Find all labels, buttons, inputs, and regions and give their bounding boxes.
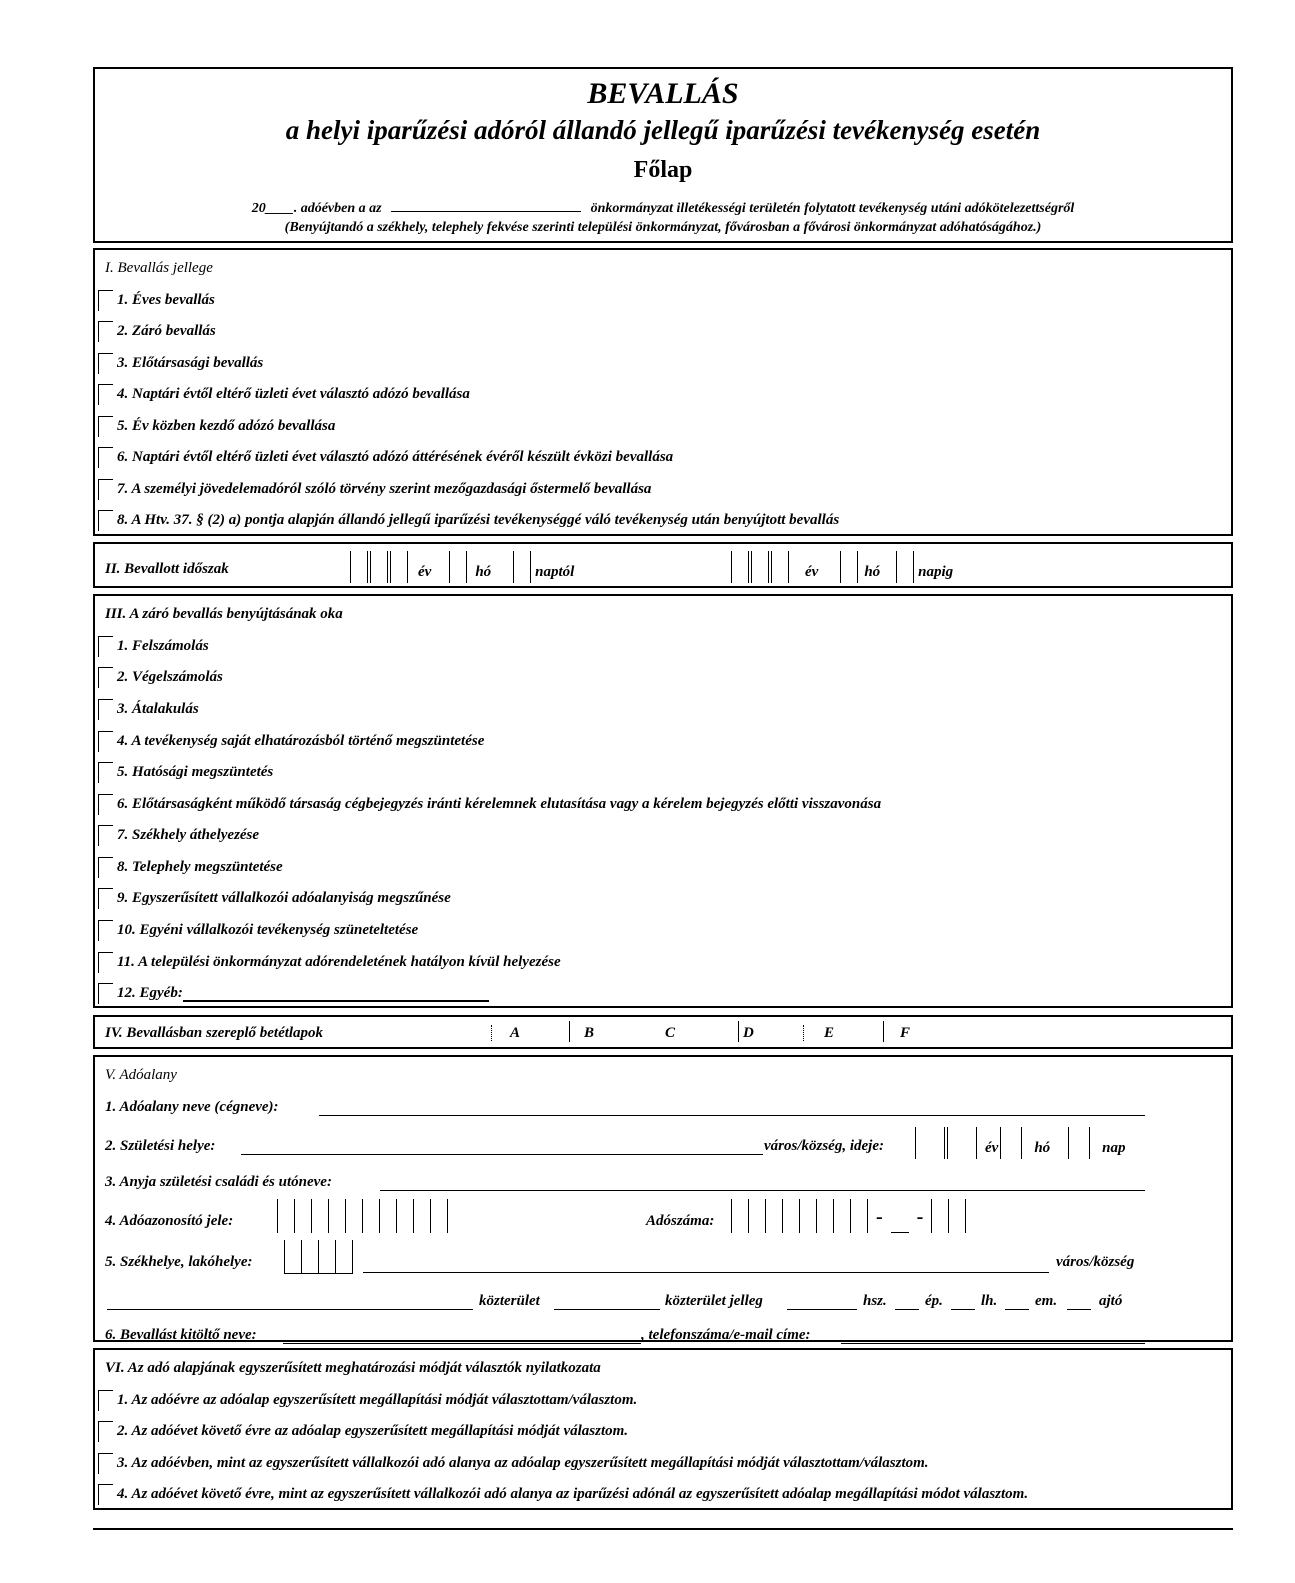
sheet-a[interactable] bbox=[491, 1025, 520, 1042]
ev-label: év bbox=[985, 1140, 999, 1156]
tax-number-label: Adószáma: bbox=[646, 1213, 715, 1229]
section3-item-1[interactable] bbox=[98, 636, 209, 657]
header-line1 bbox=[95, 199, 1231, 217]
kozterulet-jelleg-label: közterület jelleg bbox=[665, 1293, 763, 1309]
postal-code-cells[interactable] bbox=[284, 1240, 355, 1274]
city-field[interactable] bbox=[363, 1257, 1049, 1273]
bottom-rule bbox=[93, 1528, 1233, 1530]
checkbox[interactable] bbox=[98, 983, 113, 1004]
dash-separator: - bbox=[916, 1206, 924, 1228]
tax-number-cells[interactable] bbox=[731, 1199, 968, 1233]
section-5-title: V. Adóalany bbox=[105, 1067, 177, 1083]
year-cell[interactable] bbox=[915, 1127, 945, 1159]
seat-label: 5. Székhelye, lakóhelye: bbox=[105, 1254, 253, 1270]
checkbox[interactable] bbox=[98, 1390, 113, 1411]
digit-cell[interactable] bbox=[335, 1240, 353, 1274]
section3-item-3[interactable] bbox=[98, 699, 199, 720]
section-6-box bbox=[93, 1348, 1233, 1510]
other-reason-field[interactable] bbox=[183, 986, 489, 1002]
checkbox[interactable] bbox=[98, 447, 113, 468]
sheet-letter: E bbox=[803, 1025, 834, 1041]
section3-item-10[interactable] bbox=[98, 920, 418, 941]
section1-item-7[interactable] bbox=[98, 479, 651, 500]
digit-cell[interactable] bbox=[816, 1199, 834, 1233]
day-cell[interactable] bbox=[1068, 1127, 1090, 1159]
checkbox[interactable] bbox=[98, 699, 113, 720]
digit-cell[interactable] bbox=[948, 1199, 966, 1233]
ho-label: hó bbox=[1034, 1140, 1051, 1156]
item-label: 1. Éves bevallás bbox=[117, 292, 215, 308]
checkbox[interactable] bbox=[98, 510, 113, 531]
section1-item-2[interactable] bbox=[98, 321, 216, 342]
floor-field[interactable] bbox=[1067, 1294, 1091, 1310]
month-cell[interactable] bbox=[1000, 1127, 1022, 1159]
year-cell[interactable] bbox=[947, 1127, 977, 1159]
item-label: 10. Egyéni vállalkozói tevékenység szüneteltetése bbox=[117, 922, 419, 938]
item-label: 4. Naptári évtől eltérő üzleti évet választó adózó bevallása bbox=[117, 386, 470, 402]
item-label: 3. Az adóévben, mint az egyszerűsített vállalkozói adó alanya az adóalap egyszerűsített megállapítási módját választottam/választom. bbox=[117, 1455, 929, 1471]
section1-item-4[interactable] bbox=[98, 384, 470, 405]
ev-label: év bbox=[418, 564, 432, 580]
checkbox[interactable] bbox=[98, 920, 113, 941]
digit-cell[interactable] bbox=[277, 1199, 295, 1233]
ho-label: hó bbox=[864, 564, 881, 580]
checkbox[interactable] bbox=[98, 290, 113, 311]
birth-date-cells[interactable] bbox=[915, 1127, 1126, 1159]
item-label: 8. A Htv. 37. § (2) a) pontja alapján állandó jellegű iparűzési tevékenységgé váló tevékenység után benyújtott bevallás bbox=[117, 512, 840, 528]
section3-item-7[interactable] bbox=[98, 825, 259, 846]
section-1-box bbox=[93, 248, 1233, 536]
digit-cell[interactable] bbox=[301, 1240, 319, 1274]
item-label: 6. Előtársaságként működő társaság cégbejegyzés iránti kérelemnek elutasítása vagy a kérelem bejegyzés előtti visszavonása bbox=[117, 796, 882, 812]
day-cell[interactable] bbox=[896, 551, 914, 583]
item-label: 2. Végelszámolás bbox=[117, 669, 223, 685]
digit-cell[interactable] bbox=[396, 1199, 414, 1233]
year-cell[interactable] bbox=[731, 551, 749, 583]
mother-name-field[interactable] bbox=[380, 1175, 1145, 1191]
digit-cell[interactable] bbox=[311, 1199, 329, 1233]
digit-cell[interactable] bbox=[731, 1199, 749, 1233]
checkbox[interactable] bbox=[98, 479, 113, 500]
checkbox[interactable] bbox=[98, 762, 113, 783]
section3-item-12[interactable] bbox=[98, 983, 489, 1004]
street-kind-field[interactable] bbox=[787, 1294, 857, 1310]
checkbox[interactable] bbox=[98, 731, 113, 752]
digit-cell[interactable] bbox=[328, 1199, 346, 1233]
sheet-b[interactable] bbox=[569, 1021, 594, 1042]
ep-label: ép. bbox=[925, 1293, 943, 1309]
digit-cell[interactable] bbox=[284, 1240, 302, 1274]
digit-cell[interactable] bbox=[891, 1199, 909, 1233]
digit-cell[interactable] bbox=[782, 1199, 800, 1233]
item-label: 12. Egyéb: bbox=[117, 985, 183, 1001]
year-cell[interactable] bbox=[370, 551, 388, 583]
item-label: 5. Év közben kezdő adózó bevallása bbox=[117, 418, 336, 434]
digit-cell[interactable] bbox=[833, 1199, 851, 1233]
varos-ideje-label: város/község, ideje: bbox=[764, 1138, 884, 1154]
checkbox[interactable] bbox=[98, 794, 113, 815]
item-label: 5. Hatósági megszüntetés bbox=[117, 764, 274, 780]
item-label: 1. Felszámolás bbox=[117, 638, 209, 654]
section3-item-6[interactable] bbox=[98, 794, 881, 815]
digit-cell[interactable] bbox=[748, 1199, 766, 1233]
section3-item-2[interactable] bbox=[98, 667, 223, 688]
dash-separator: - bbox=[876, 1206, 883, 1228]
section-4-title: IV. Bevallásban szereplő betétlapok bbox=[105, 1025, 324, 1041]
section3-item-8[interactable] bbox=[98, 857, 283, 878]
form-folap: Főlap bbox=[633, 157, 693, 183]
section1-item-5[interactable] bbox=[98, 416, 335, 437]
digit-cell[interactable] bbox=[799, 1199, 817, 1233]
header-line1-a: 20____. adóévben a az bbox=[251, 201, 382, 216]
digit-cell[interactable] bbox=[318, 1240, 336, 1274]
checkbox[interactable] bbox=[98, 321, 113, 342]
staircase-field[interactable] bbox=[1005, 1294, 1029, 1310]
street-type-field[interactable] bbox=[554, 1294, 660, 1310]
em-label: em. bbox=[1035, 1293, 1058, 1309]
napig-label: napig bbox=[918, 564, 954, 580]
month-cell[interactable] bbox=[449, 551, 467, 583]
digit-cell[interactable] bbox=[345, 1199, 363, 1233]
sheet-letter: F bbox=[883, 1021, 910, 1042]
header-line1-b: önkormányzat illetékességi területén folytatott tevékenység utáni adókötelezettségről bbox=[590, 201, 1075, 216]
section-3-box bbox=[93, 594, 1233, 1008]
item-label: 1. Az adóévre az adóalap egyszerűsített megállapítási módját választottam/választom. bbox=[117, 1392, 638, 1408]
section-2-box bbox=[93, 542, 1233, 588]
digit-cell[interactable] bbox=[765, 1199, 783, 1233]
birth-place-label: 2. Születési helye: bbox=[105, 1138, 216, 1154]
municipality-field[interactable] bbox=[391, 199, 581, 212]
section1-item-8[interactable] bbox=[98, 510, 839, 531]
checkbox[interactable] bbox=[98, 416, 113, 437]
checkbox[interactable] bbox=[98, 825, 113, 846]
form-title: BEVALLÁS bbox=[587, 77, 739, 110]
item-label: 11. A települési önkormányzat adórendeletének hatályon kívül helyezése bbox=[117, 954, 561, 970]
section-2-title: II. Bevallott időszak bbox=[105, 561, 229, 577]
section6-item-3[interactable] bbox=[98, 1453, 929, 1474]
sheet-d[interactable] bbox=[738, 1021, 754, 1042]
year-cell[interactable] bbox=[390, 551, 408, 583]
section1-item-3[interactable] bbox=[98, 353, 263, 374]
street-field[interactable] bbox=[107, 1294, 473, 1310]
item-label: 7. Székhely áthelyezése bbox=[117, 827, 260, 843]
sheet-letter: C bbox=[665, 1025, 676, 1041]
section3-item-9[interactable] bbox=[98, 888, 451, 909]
lh-label: lh. bbox=[981, 1293, 998, 1309]
hsz-label: hsz. bbox=[863, 1293, 887, 1309]
day-cell[interactable] bbox=[513, 551, 531, 583]
section6-item-2[interactable] bbox=[98, 1421, 628, 1442]
nap-label: nap bbox=[1102, 1140, 1126, 1156]
section-5-box bbox=[93, 1055, 1233, 1342]
item-label: 6. Naptári évtől eltérő üzleti évet választó adózó áttérésének évéről készült évközi bevallása bbox=[117, 449, 674, 465]
checkbox[interactable] bbox=[98, 636, 113, 657]
birth-place-field[interactable] bbox=[241, 1139, 763, 1155]
section-3-title: III. A záró bevallás benyújtásának oka bbox=[105, 606, 343, 622]
item-label: 7. A személyi jövedelemadóról szóló törvény szerint mezőgazdasági őstermelő bevallása bbox=[117, 481, 652, 497]
section-6-title: VI. Az adó alapjának egyszerűsített meghatározási módját választók nyilatkozata bbox=[105, 1360, 601, 1376]
year-cell[interactable] bbox=[771, 551, 789, 583]
section3-item-11[interactable] bbox=[98, 952, 561, 973]
ajto-label: ajtó bbox=[1099, 1293, 1123, 1309]
tax-id-cells[interactable] bbox=[277, 1199, 450, 1233]
year-cell[interactable] bbox=[350, 551, 368, 583]
sheet-c[interactable] bbox=[665, 1025, 675, 1042]
house-number-field[interactable] bbox=[895, 1294, 919, 1310]
section3-item-5[interactable] bbox=[98, 762, 273, 783]
month-cell[interactable] bbox=[840, 551, 858, 583]
naptol-label: naptól bbox=[535, 564, 575, 580]
checkbox[interactable] bbox=[98, 1453, 113, 1474]
section-4-box bbox=[93, 1015, 1233, 1049]
checkbox[interactable] bbox=[98, 384, 113, 405]
kozterulet-label: közterület bbox=[479, 1293, 540, 1309]
section6-item-1[interactable] bbox=[98, 1390, 637, 1411]
taxpayer-name-field[interactable] bbox=[319, 1100, 1145, 1116]
header-line2: (Benyújtandó a székhely, telephely fekvése szerinti települési önkormányzat, fővárosban a fővárosi önkormányzat adóhatóságához.) bbox=[284, 220, 1042, 235]
sheet-e[interactable] bbox=[803, 1025, 834, 1042]
section6-item-4[interactable] bbox=[98, 1484, 1028, 1505]
digit-cell[interactable] bbox=[430, 1199, 448, 1233]
sheet-letter: B bbox=[569, 1021, 594, 1042]
checkbox[interactable] bbox=[98, 952, 113, 973]
sheet-letter: D bbox=[738, 1021, 754, 1042]
checkbox[interactable] bbox=[98, 1421, 113, 1442]
year-cell[interactable] bbox=[751, 551, 769, 583]
sheet-f[interactable] bbox=[883, 1021, 910, 1042]
section-1-title: I. Bevallás jellege bbox=[105, 260, 213, 276]
section1-item-6[interactable] bbox=[98, 447, 673, 468]
ho-label: hó bbox=[475, 564, 492, 580]
sheet-letter: A bbox=[491, 1025, 520, 1041]
taxpayer-name-label: 1. Adóalany neve (cégneve): bbox=[105, 1099, 279, 1115]
digit-cell[interactable] bbox=[294, 1199, 312, 1233]
digit-cell[interactable] bbox=[931, 1199, 949, 1233]
item-label: 2. Záró bevallás bbox=[117, 323, 216, 339]
varos-kozseg-label: város/község bbox=[1056, 1254, 1135, 1270]
item-label: 3. Előtársasági bevallás bbox=[117, 355, 264, 371]
section1-item-1[interactable] bbox=[98, 290, 215, 311]
section3-item-4[interactable] bbox=[98, 731, 484, 752]
checkbox[interactable] bbox=[98, 888, 113, 909]
item-label: 8. Telephely megszüntetése bbox=[117, 859, 283, 875]
filler-name-field[interactable] bbox=[283, 1328, 641, 1344]
phone-email-field[interactable] bbox=[841, 1328, 1145, 1344]
item-label: 4. A tevékenység saját elhatározásból történő megszüntetése bbox=[117, 733, 485, 749]
building-field[interactable] bbox=[951, 1294, 975, 1310]
item-label: 2. Az adóévet követő évre az adóalap egyszerűsített megállapítási módját választom. bbox=[117, 1423, 629, 1439]
digit-cell[interactable] bbox=[362, 1199, 380, 1233]
digit-cell[interactable] bbox=[413, 1199, 431, 1233]
checkbox[interactable] bbox=[98, 667, 113, 688]
checkbox[interactable] bbox=[98, 1484, 113, 1505]
digit-cell[interactable] bbox=[379, 1199, 397, 1233]
tax-id-label: 4. Adóazonosító jele: bbox=[105, 1213, 234, 1229]
item-label: 3. Átalakulás bbox=[117, 701, 199, 717]
item-label: 9. Egyszerűsített vállalkozói adóalanyiság megszűnése bbox=[117, 890, 451, 906]
item-label: 4. Az adóévet követő évre, mint az egyszerűsített vállalkozói adó alanya az iparűzési adónál az egyszerűsített adóalap megállapítási módot választom. bbox=[117, 1486, 1029, 1502]
checkbox[interactable] bbox=[98, 353, 113, 374]
digit-cell[interactable] bbox=[850, 1199, 868, 1233]
to-date[interactable] bbox=[731, 551, 953, 583]
mother-name-label: 3. Anyja születési családi és utóneve: bbox=[105, 1174, 332, 1190]
header-box bbox=[93, 67, 1233, 243]
from-date[interactable] bbox=[350, 551, 574, 583]
filler-name-label: 6. Bevallást kitöltő neve: bbox=[105, 1327, 257, 1343]
ev-label: év bbox=[805, 564, 819, 580]
phone-label: , telefonszáma/e-mail címe: bbox=[641, 1327, 811, 1343]
checkbox[interactable] bbox=[98, 857, 113, 878]
form-subtitle: a helyi iparűzési adóról állandó jellegű iparűzési tevékenység esetén bbox=[285, 115, 1041, 145]
